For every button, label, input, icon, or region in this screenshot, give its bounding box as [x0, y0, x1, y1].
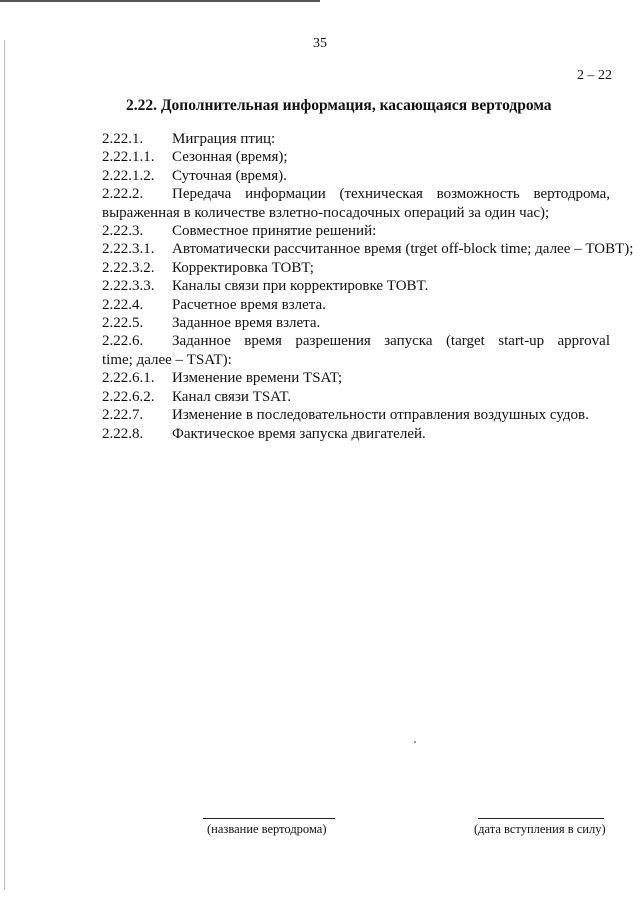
list-item: [102, 259, 610, 277]
section-title: 2.22. Дополнительная информация, касающаяся вертодрома: [126, 97, 552, 114]
list-item: [102, 425, 610, 443]
item-number: 2.22.8.: [102, 425, 144, 442]
scan-edge-top: [0, 0, 320, 2]
item-text: Расчетное время взлета.: [172, 296, 326, 313]
list-item: [102, 167, 610, 185]
list-item: [102, 277, 610, 295]
item-text: Канал связи TSAT.: [172, 388, 292, 405]
section-code: 2 – 22: [577, 68, 612, 83]
item-number: 2.22.6.1.: [102, 370, 155, 387]
list-item: [102, 240, 634, 258]
item-number: 2.22.6.2.: [102, 388, 155, 405]
item-text: Заданное время разрешения запуска (target start-up approval: [172, 333, 610, 350]
list-item: [102, 388, 610, 406]
list-item: [102, 130, 610, 148]
item-text: Миграция птиц:: [172, 131, 276, 147]
item-number: 2.22.1.: [102, 131, 144, 147]
item-number: 2.22.7.: [102, 407, 144, 424]
list-item: [102, 148, 610, 166]
scan-edge-left: [4, 40, 5, 890]
item-number: 2.22.3.: [102, 223, 144, 240]
item-text: Совместное принятие решений:: [172, 223, 377, 240]
item-number: 2.22.3.2.: [102, 259, 155, 276]
signature-line-right: [478, 818, 604, 819]
item-text: Суточная (время).: [172, 167, 287, 184]
signature-line-left: [203, 818, 335, 819]
signature-caption-left: (название вертодрома): [207, 822, 327, 836]
page-number: 35: [313, 36, 327, 51]
signature-caption-right: (дата вступления в силу): [474, 822, 606, 836]
list-item: [102, 296, 610, 314]
scan-speck: [414, 741, 416, 743]
item-number: 2.22.5.: [102, 315, 144, 332]
item-number: 2.22.1.2.: [102, 167, 155, 184]
list-item: [102, 369, 610, 387]
item-text: Корректировка TOBT;: [172, 259, 314, 276]
item-number: 2.22.4.: [102, 296, 144, 313]
item-text: Каналы связи при корректировке TOBT.: [172, 278, 429, 295]
item-text: Передача информации (техническая возможность вертодрома,: [172, 186, 610, 203]
item-number: 2.22.3.1.: [102, 241, 155, 258]
item-text: Изменение времени TSAT;: [172, 370, 343, 387]
list-item: [102, 185, 610, 203]
item-number: 2.22.6.: [102, 333, 144, 350]
item-text: Изменение в последовательности отправления воздушных судов.: [172, 407, 589, 424]
item-text: Сезонная (время);: [172, 149, 288, 166]
list-item: [102, 314, 610, 332]
item-continuation: time; далее – TSAT):: [102, 351, 232, 368]
list-item: [102, 406, 610, 424]
item-text: Автоматически рассчитанное время (trget off-block time; далее – TOBT);: [172, 241, 634, 258]
list-item: [102, 332, 610, 350]
item-text: Фактическое время запуска двигателей.: [172, 425, 426, 442]
item-number: 2.22.3.3.: [102, 278, 155, 295]
item-number: 2.22.2.: [102, 186, 144, 203]
items-list: [102, 130, 634, 443]
item-text: Заданное время взлета.: [172, 315, 321, 332]
item-number: 2.22.1.1.: [102, 149, 155, 166]
list-item: [102, 222, 610, 240]
item-continuation: выраженная в количестве взлетно-посадочных операций за один час);: [102, 204, 550, 221]
